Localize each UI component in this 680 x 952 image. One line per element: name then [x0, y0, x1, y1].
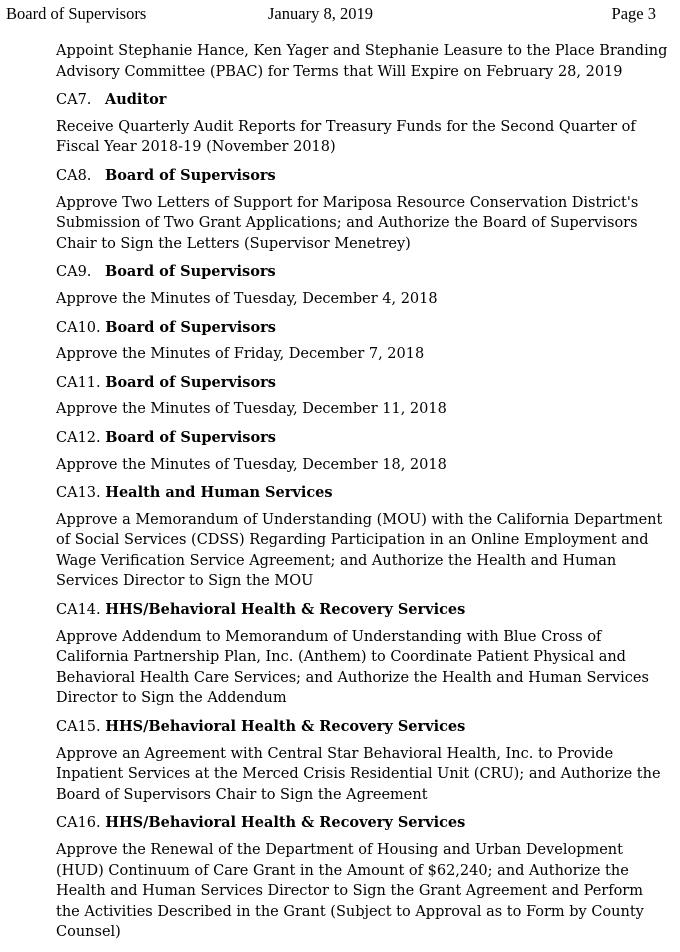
- agenda-item-number: CA7.: [56, 92, 92, 109]
- agenda-item-heading: [56, 373, 668, 394]
- agenda-item-text: Approve the Renewal of the Department of Housing and Urban Development (HUD) Continuum of Care Grant in the Amount of $62,240; and Authorize the Health and Human Services Director to Sign the Grant Agreement and Perform the Activities Described in the Grant (Subject to Approval as to Form by County Counsel): [56, 842, 644, 941]
- agenda-item: [56, 483, 668, 592]
- agenda-item-heading: [56, 483, 668, 504]
- agenda-item-title: HHS/Behavioral Health & Recovery Services: [105, 718, 466, 736]
- agenda-item: [56, 600, 668, 709]
- agenda-item: [56, 166, 668, 254]
- agenda-item-title: Health and Human Services: [105, 484, 333, 502]
- agenda-item-title: Auditor: [105, 91, 167, 109]
- agenda-item-text: Approve the Minutes of Tuesday, December 18, 2018: [56, 456, 447, 473]
- agenda-item: [56, 373, 668, 420]
- agenda-item-text: Approve an Agreement with Central Star Behavioral Health, Inc. to Provide Inpatient Services at the Merced Crisis Residential Unit (CRU); and Authorize the Board of Supervisors Chair to Sign the Agreement: [56, 745, 661, 803]
- agenda-item-number: CA11.: [56, 374, 101, 391]
- header-page-number: Page 3: [611, 4, 656, 23]
- agenda-item-number: CA9.: [56, 264, 92, 281]
- agenda-item-text: Receive Quarterly Audit Reports for Treasury Funds for the Second Quarter of Fiscal Year 2018-19 (November 2018): [56, 118, 636, 156]
- agenda-item-number: CA13.: [56, 485, 101, 502]
- agenda-item-heading: [56, 428, 668, 449]
- header-date: January 8, 2019: [268, 4, 373, 23]
- agenda-item-text: Approve the Minutes of Friday, December 7, 2018: [56, 346, 425, 363]
- agenda-item-heading: [56, 717, 668, 738]
- agenda-item-heading: [56, 600, 668, 621]
- agenda-item: [56, 262, 668, 309]
- agenda-item-text: Approve Two Letters of Support for Mariposa Resource Conservation District's Submission of Two Grant Applications; and Authorize the Board of Supervisors Chair to Sign the Letters (Supervisor Menetrey): [56, 194, 639, 252]
- agenda-item: [56, 90, 668, 158]
- agenda-item: [56, 813, 668, 943]
- agenda-item-heading: [56, 90, 668, 111]
- agenda-item-number: CA8.: [56, 167, 92, 184]
- agenda-item-text: Approve the Minutes of Tuesday, December 11, 2018: [56, 401, 447, 418]
- agenda-item-number: CA15.: [56, 719, 101, 736]
- agenda-content: [56, 41, 668, 943]
- agenda-item: [56, 318, 668, 365]
- agenda-item-text: Approve a Memorandum of Understanding (MOU) with the California Department of Social Services (CDSS) Regarding Participation in an Online Employment and Wage Verification Service Agreement; and Authorize the Health and Human Services Director to Sign the MOU: [56, 511, 663, 590]
- agenda-item-heading: [56, 262, 668, 283]
- agenda-item-text: Approve the Minutes of Tuesday, December 4, 2018: [56, 290, 438, 307]
- agenda-item-title: Board of Supervisors: [105, 263, 276, 281]
- header-board-name: Board of Supervisors: [6, 4, 147, 23]
- agenda-item-title: HHS/Behavioral Health & Recovery Services: [105, 814, 466, 832]
- agenda-item-title: HHS/Behavioral Health & Recovery Services: [105, 601, 466, 619]
- agenda-item: [56, 428, 668, 475]
- agenda-item-heading: [56, 318, 668, 339]
- agenda-item-number: CA10.: [56, 319, 101, 336]
- agenda-item-number: CA12.: [56, 429, 101, 446]
- agenda-item-title: Board of Supervisors: [105, 318, 276, 336]
- agenda-item-heading: [56, 166, 668, 187]
- agenda-item: [56, 717, 668, 805]
- intro-paragraph: Appoint Stephanie Hance, Ken Yager and Stephanie Leasure to the Place Branding Advisory Committee (PBAC) for Terms that Will Expire on February 28, 2019: [56, 43, 668, 80]
- agenda-item-title: Board of Supervisors: [105, 428, 276, 446]
- agenda-item-title: Board of Supervisors: [105, 166, 276, 184]
- agenda-item-title: Board of Supervisors: [105, 373, 276, 391]
- agenda-item-number: CA16.: [56, 815, 101, 832]
- agenda-item-text: Approve Addendum to Memorandum of Understanding with Blue Cross of California Partnership Plan, Inc. (Anthem) to Coordinate Patient Physical and Behavioral Health Care Services; and Authorize the Health and Human Services Director to Sign the Addendum: [56, 628, 649, 707]
- agenda-item-heading: [56, 813, 668, 834]
- agenda-item-number: CA14.: [56, 602, 101, 619]
